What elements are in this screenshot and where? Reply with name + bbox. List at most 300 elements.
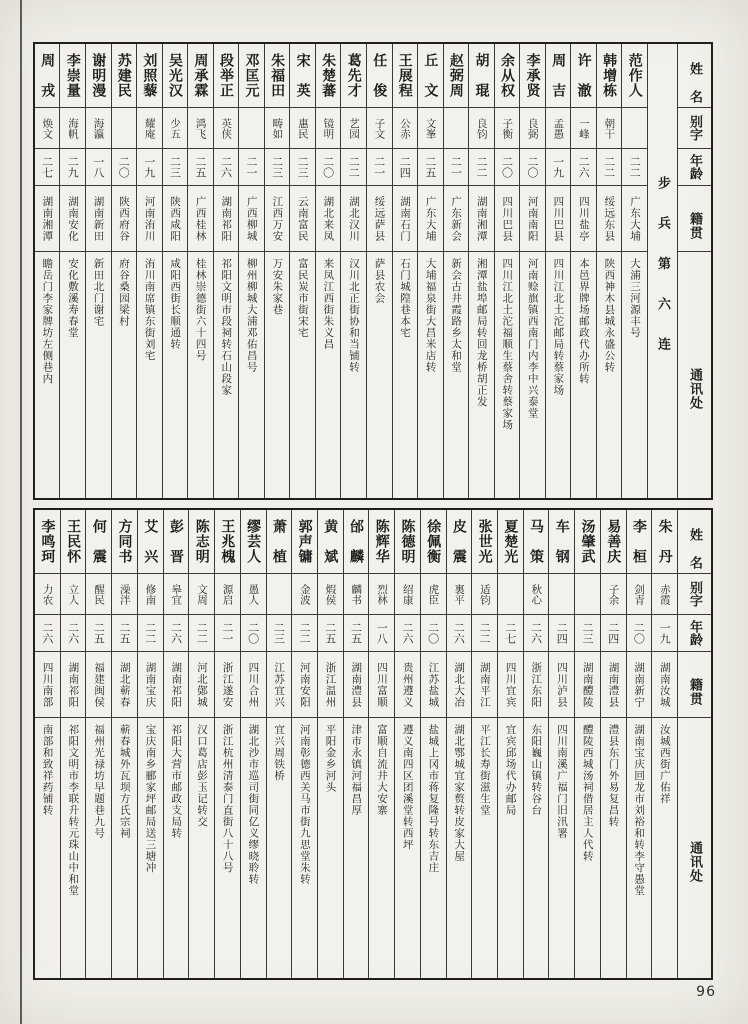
person-courtesy — [138, 574, 163, 615]
person-native — [472, 652, 497, 718]
person-native-text: 河南南阳 — [526, 195, 539, 242]
person-native-text: 四川宜宾 — [504, 661, 517, 708]
person-name — [520, 44, 545, 108]
unit-designation-text: 步兵第六连 — [655, 176, 670, 378]
person-age — [215, 615, 240, 652]
person-native-text: 广东新会 — [450, 195, 463, 242]
person-native — [344, 652, 369, 718]
person-age — [138, 615, 163, 652]
header-column — [677, 510, 711, 978]
person-address-text: 陕西神木县城永盛公转 — [603, 258, 616, 373]
person-address — [86, 252, 111, 498]
person-address — [265, 252, 290, 498]
person-native-text: 湖北蕲春 — [118, 661, 131, 708]
person-courtesy-text: 艺园 — [347, 117, 360, 139]
person-column — [368, 510, 394, 978]
person-age-text: 一八 — [375, 622, 389, 644]
person-column — [317, 510, 343, 978]
person-age-text: 二〇 — [632, 622, 646, 644]
person-address — [652, 718, 677, 978]
column-header-courtesy — [678, 574, 711, 615]
person-name-text: 胡 琨 — [473, 53, 490, 98]
person-courtesy-text: 子余 — [607, 583, 620, 605]
person-native-text: 湖南石门 — [399, 195, 412, 242]
person-address-text: 湖南宝庆回龙市刘裕和转李守愚堂 — [633, 724, 646, 897]
person-age — [495, 149, 520, 186]
person-name — [444, 44, 469, 108]
person-name-text: 车 钢 — [553, 519, 570, 564]
person-courtesy — [316, 108, 341, 149]
person-name — [447, 510, 472, 574]
person-age — [341, 149, 366, 186]
person-native-text: 湖南湘潭 — [475, 195, 488, 242]
person-native-text: 湖南宝庆 — [144, 661, 157, 708]
person-native — [495, 186, 520, 252]
person-column — [596, 44, 622, 498]
person-address — [241, 718, 266, 978]
person-column — [519, 44, 545, 498]
person-native — [367, 186, 392, 252]
person-age — [524, 615, 549, 652]
person-native-text: 绥远东县 — [603, 195, 616, 242]
person-column — [163, 510, 189, 978]
person-native-text: 湖南新田 — [92, 195, 105, 242]
person-address — [239, 252, 264, 498]
person-courtesy — [571, 108, 596, 149]
person-age-text: 二一 — [220, 622, 234, 644]
person-age-text: 二六 — [452, 622, 466, 644]
person-age — [137, 149, 162, 186]
column-header-courtesy-text: 别字 — [687, 115, 702, 141]
person-native-text: 江苏宜兴 — [273, 661, 286, 708]
column-header-native — [678, 652, 711, 718]
person-native-text: 四川富顺 — [375, 661, 388, 708]
person-age — [239, 149, 264, 186]
person-column — [621, 44, 647, 498]
person-address-text: 柳州柳城大浦邓佑昌号 — [245, 258, 258, 373]
person-native — [575, 652, 600, 718]
person-column — [446, 510, 472, 978]
person-name — [215, 510, 240, 574]
person-age — [290, 149, 315, 186]
person-age — [622, 149, 647, 186]
person-native — [86, 186, 111, 252]
person-courtesy — [239, 108, 264, 149]
person-address-text: 汉口葛店彭玉记转交 — [195, 724, 208, 828]
person-courtesy — [189, 574, 214, 615]
person-age — [393, 149, 418, 186]
person-name — [549, 510, 574, 574]
person-address-text: 澧县东门外易复昌转 — [607, 724, 620, 828]
person-address — [112, 718, 137, 978]
person-column — [213, 44, 239, 498]
person-address-text: 汉川北正街协和当铺转 — [347, 258, 360, 373]
person-courtesy — [265, 108, 290, 149]
person-address-text: 宜宾邱场代办邮局 — [504, 724, 517, 816]
person-courtesy — [393, 108, 418, 149]
person-native-text: 湖南醴陵 — [581, 661, 594, 708]
person-name-text: 马 策 — [528, 519, 545, 564]
person-courtesy-text: 立人 — [67, 583, 80, 605]
person-native-text: 湖北来凤 — [322, 195, 335, 242]
person-address-text: 东阳巍山镇转谷台 — [530, 724, 543, 816]
person-name — [292, 510, 317, 574]
column-header-native — [678, 186, 711, 252]
column-header-name — [678, 510, 711, 574]
person-column — [35, 44, 60, 498]
person-courtesy-text: 少五 — [169, 117, 182, 139]
person-name-text: 余从权 — [498, 53, 515, 98]
person-name-text: 萧 植 — [270, 519, 287, 564]
person-native-text: 湖北大冶 — [453, 661, 466, 708]
person-column — [497, 510, 523, 978]
person-age — [575, 615, 600, 652]
person-age — [316, 149, 341, 186]
person-address-text: 石门城隍巷本宅 — [399, 258, 412, 339]
person-native — [214, 186, 239, 252]
person-courtesy — [367, 108, 392, 149]
person-column — [59, 44, 85, 498]
person-age-text: 二一 — [449, 156, 463, 178]
person-name — [472, 510, 497, 574]
person-age — [444, 149, 469, 186]
person-age-text: 二二 — [478, 622, 492, 644]
person-courtesy — [520, 108, 545, 149]
person-courtesy-text: 裏平 — [453, 583, 466, 605]
person-name-text: 陈辉华 — [373, 519, 390, 564]
person-native — [524, 652, 549, 718]
person-courtesy-text: 畴如 — [271, 117, 284, 139]
person-name-text: 方同书 — [116, 519, 133, 564]
person-name — [495, 44, 520, 108]
person-name-text: 周 戎 — [39, 53, 56, 98]
person-column — [545, 44, 571, 498]
person-courtesy-text: 良弼 — [526, 117, 539, 139]
person-name-text: 朱楚蕃 — [320, 53, 337, 98]
column-header-courtesy — [678, 108, 711, 149]
person-native — [163, 186, 188, 252]
person-name-text: 段举正 — [217, 53, 234, 98]
column-header-native-text: 籍贯 — [687, 677, 702, 706]
person-courtesy-text: 良钧 — [475, 117, 488, 139]
person-address — [575, 718, 600, 978]
person-address-text: 湖北沙市巡司街同亿义缪晓聆转 — [247, 724, 260, 885]
person-address — [472, 718, 497, 978]
person-address-text: 萨县农会 — [373, 258, 386, 304]
person-name — [112, 510, 137, 574]
person-native — [395, 652, 420, 718]
column-header-name — [678, 44, 711, 108]
person-name — [367, 44, 392, 108]
person-courtesy-text: 烈林 — [375, 583, 388, 605]
person-age-text: 二二 — [298, 622, 312, 644]
person-native — [112, 186, 137, 252]
person-courtesy-text: 澡泮 — [118, 583, 131, 605]
person-name — [393, 44, 418, 108]
person-name — [267, 510, 292, 574]
person-courtesy — [447, 574, 472, 615]
person-courtesy-text: 文峯 — [424, 117, 437, 139]
person-age-text: 二五 — [118, 622, 132, 644]
person-native — [597, 186, 622, 252]
person-address-text: 大浦三河源丰号 — [628, 258, 641, 339]
person-address-text: 湘潭盐埠邮局转回龙桥胡正发 — [475, 258, 488, 408]
person-name — [369, 510, 394, 574]
person-native — [549, 652, 574, 718]
person-courtesy-text: 麟书 — [350, 583, 363, 605]
person-age-text: 二四 — [555, 622, 569, 644]
person-column — [238, 44, 264, 498]
column-header-name-text: 姓 名 — [687, 527, 702, 570]
person-address-text: 府谷桑园梁村 — [118, 258, 131, 327]
person-name — [112, 44, 137, 108]
person-native-text: 河北鄚城 — [195, 661, 208, 708]
person-courtesy-text: 英侠 — [220, 117, 233, 139]
person-address-text: 南部和致祥药铺转 — [41, 724, 54, 816]
person-age-text: 二六 — [169, 622, 183, 644]
person-name-text: 王兆槐 — [219, 519, 236, 564]
person-native-text: 福建闽侯 — [93, 661, 106, 708]
person-name-text: 王展程 — [396, 53, 413, 98]
person-courtesy-text: 赤霞 — [658, 583, 671, 605]
person-courtesy — [549, 574, 574, 615]
person-address-text: 富顺自流井大安寨 — [375, 724, 388, 816]
person-courtesy — [292, 574, 317, 615]
person-native-text: 河南洧川 — [143, 195, 156, 242]
person-age — [188, 149, 213, 186]
column-header-age — [678, 615, 711, 652]
column-header-address-text: 通讯处 — [687, 841, 702, 884]
person-native — [520, 186, 545, 252]
unit-designation — [648, 44, 677, 498]
person-address-text: 咸阳西街长顺通转 — [169, 258, 182, 350]
person-native — [265, 186, 290, 252]
person-age — [265, 149, 290, 186]
person-native — [421, 652, 446, 718]
person-address — [215, 718, 240, 978]
person-address — [318, 718, 343, 978]
person-column — [60, 510, 86, 978]
person-native-text: 浙江温州 — [324, 661, 337, 708]
person-column — [111, 510, 137, 978]
person-name-text: 许 澈 — [575, 53, 592, 98]
person-address — [214, 252, 239, 498]
person-age-text: 二三 — [296, 156, 310, 178]
person-age — [189, 615, 214, 652]
person-courtesy — [341, 108, 366, 149]
person-native-text: 湖北汉川 — [347, 195, 360, 242]
person-age-text: 二五 — [323, 622, 337, 644]
person-address-text: 河南赊旗镇西南门内李中兴泰堂 — [526, 258, 539, 419]
person-name-text: 任 俊 — [371, 53, 388, 98]
person-column — [548, 510, 574, 978]
person-name — [524, 510, 549, 574]
person-address-text: 浙江杭州清泰门直街八十八号 — [221, 724, 234, 874]
person-native-text: 江苏盐城 — [427, 661, 440, 708]
person-courtesy — [60, 108, 85, 149]
person-name-text: 葛先才 — [345, 53, 362, 98]
person-courtesy — [344, 574, 369, 615]
person-age — [344, 615, 369, 652]
person-address — [61, 718, 86, 978]
person-native — [571, 186, 596, 252]
person-courtesy — [652, 574, 677, 615]
person-address — [549, 718, 574, 978]
person-column — [570, 44, 596, 498]
person-native-text: 湖南湘潭 — [41, 195, 54, 242]
person-address — [138, 718, 163, 978]
person-native — [189, 652, 214, 718]
person-address-text: 四川江北土沱福顺生蔡舍转蔡家场 — [501, 258, 514, 431]
person-age-text: 二二 — [602, 156, 616, 178]
person-name — [138, 510, 163, 574]
person-courtesy — [369, 574, 394, 615]
person-courtesy — [112, 108, 137, 149]
person-address — [344, 718, 369, 978]
person-native — [86, 652, 111, 718]
person-age-text: 一九 — [142, 156, 156, 178]
person-address-text: 富民炭市街宋宅 — [296, 258, 309, 339]
person-native — [267, 652, 292, 718]
person-age-text: 二四 — [606, 622, 620, 644]
person-name — [316, 44, 341, 108]
person-native-text: 四川南部 — [41, 661, 54, 708]
person-address — [418, 252, 443, 498]
person-address-text: 桂林崇德街六十四号 — [194, 258, 207, 362]
person-age-text: 二七 — [503, 622, 517, 644]
person-native-text: 湖南平江 — [478, 661, 491, 708]
person-name-text: 朱 丹 — [656, 519, 673, 564]
person-courtesy — [627, 574, 652, 615]
person-name — [214, 44, 239, 108]
person-name — [597, 44, 622, 108]
person-column — [214, 510, 240, 978]
person-column — [420, 510, 446, 978]
person-address — [267, 718, 292, 978]
person-name — [498, 510, 523, 574]
person-native-text: 江西万安 — [271, 195, 284, 242]
person-courtesy — [498, 574, 523, 615]
person-column — [471, 510, 497, 978]
roster-table-bottom — [33, 508, 713, 980]
person-native-text: 绥远萨县 — [373, 195, 386, 242]
person-address — [60, 252, 85, 498]
person-age — [469, 149, 494, 186]
person-address-text: 来凤江西街朱义昌 — [322, 258, 335, 350]
person-native-text: 湖南澧县 — [607, 661, 620, 708]
person-courtesy-text: 金波 — [298, 583, 311, 605]
person-column — [85, 44, 111, 498]
person-age-text: 二四 — [398, 156, 412, 178]
person-address-text: 蕲春城外瓦坝方氏宗祠 — [118, 724, 131, 839]
person-address — [367, 252, 392, 498]
person-column — [417, 44, 443, 498]
person-address — [292, 718, 317, 978]
person-name-text: 邓匡元 — [243, 53, 260, 98]
person-courtesy-text: 镜明 — [322, 117, 335, 139]
person-name-text: 刘照藜 — [141, 53, 158, 98]
person-age — [292, 615, 317, 652]
person-name-text: 赵弼周 — [447, 53, 464, 98]
person-native — [627, 652, 652, 718]
person-native — [469, 186, 494, 252]
person-courtesy — [418, 108, 443, 149]
person-address-text: 宝庆南乡郦家坪邮局送三塘冲 — [144, 724, 157, 874]
person-courtesy — [86, 108, 111, 149]
person-age-text: 二五 — [92, 622, 106, 644]
person-native-text: 贵州遵义 — [401, 661, 414, 708]
person-native — [546, 186, 571, 252]
person-name — [622, 44, 647, 108]
person-name-text: 朱福田 — [269, 53, 286, 98]
person-age-text: 二五 — [349, 622, 363, 644]
person-column — [574, 510, 600, 978]
person-address-text: 湖北鄂城宜家赘转皮家大屋 — [453, 724, 466, 862]
person-age — [652, 615, 677, 652]
person-courtesy-text: 公赤 — [399, 117, 412, 139]
person-courtesy — [214, 108, 239, 149]
person-age-text: 二六 — [400, 622, 414, 644]
column-header-name-text: 姓 名 — [687, 61, 702, 104]
person-age — [549, 615, 574, 652]
person-native — [215, 652, 240, 718]
person-column — [392, 44, 418, 498]
person-address-text: 津市永镇河福昌厚 — [350, 724, 363, 816]
person-age — [421, 615, 446, 652]
person-age — [163, 149, 188, 186]
person-address — [601, 718, 626, 978]
person-courtesy — [241, 574, 266, 615]
person-native-text: 广西柳城 — [245, 195, 258, 242]
person-column — [340, 44, 366, 498]
person-address-text: 平江长寿街滋生堂 — [478, 724, 491, 816]
person-address-text: 遵义南四区团溪堂转西坪 — [401, 724, 414, 851]
person-address — [524, 718, 549, 978]
person-name-text: 周承霖 — [192, 53, 209, 98]
person-column — [266, 510, 292, 978]
person-age — [369, 615, 394, 652]
person-column — [136, 44, 162, 498]
person-native — [316, 186, 341, 252]
person-name — [265, 44, 290, 108]
person-name-text: 韩增栋 — [601, 53, 618, 98]
person-age — [35, 615, 60, 652]
person-name-text: 陈志明 — [193, 519, 210, 564]
person-age-text: 二〇 — [246, 622, 260, 644]
person-column — [343, 510, 369, 978]
person-native — [292, 652, 317, 718]
person-name — [318, 510, 343, 574]
person-courtesy-text: 子衡 — [501, 117, 514, 139]
person-name-text: 谢明漫 — [90, 53, 107, 98]
person-name-text: 李 桓 — [630, 519, 647, 564]
person-name-text: 李崇量 — [64, 53, 81, 98]
person-address-text: 本邑界牌场邮政代办所转 — [577, 258, 590, 385]
person-courtesy — [267, 574, 292, 615]
person-age — [86, 615, 111, 652]
person-column — [366, 44, 392, 498]
person-name-text: 何 震 — [90, 519, 107, 564]
person-courtesy-text: 子文 — [373, 117, 386, 139]
person-native — [112, 652, 137, 718]
person-native — [35, 652, 60, 718]
person-address-text: 万安朱家巷 — [271, 258, 284, 316]
person-age — [86, 149, 111, 186]
person-courtesy-text: 适钧 — [478, 583, 491, 605]
person-courtesy-text: 醒民 — [93, 583, 106, 605]
person-name-text: 夏楚光 — [502, 519, 519, 564]
person-name-text: 范作人 — [626, 53, 643, 98]
